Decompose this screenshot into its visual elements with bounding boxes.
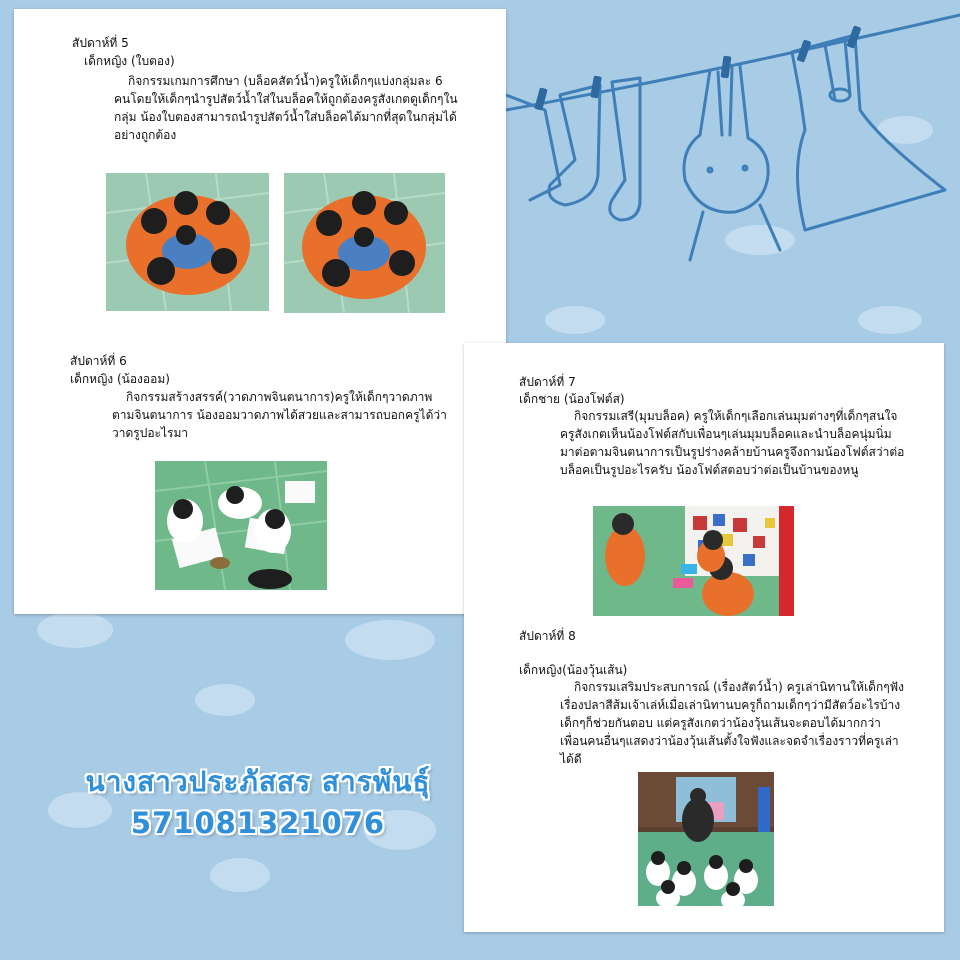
week-5-photo-right: [284, 173, 445, 313]
week-7-description: กิจกรรมเสรี(มุมบล็อค) ครูให้เด็กๆเลือกเล่นมุมต่างๆที่เด็กๆสนใจ ครูสังเกตเห็นน้องโฟต์สกับเพื่อนๆเล่นมุมบล็อคและนำบล็อคนุ่มนิ่มมาต่อตามจินตนาการเป็นรูปร่างคล้ายบ้านครูจึงถามน้องโฟต์สว่าต่อบล็อคเป็นรูปอะไรครับ น้องโฟต์สตอบว่าต่อเป็นบ้านของหนู: [560, 409, 905, 477]
week-7-child-name: เด็กชาย (น้องโฟต์ส): [519, 392, 625, 406]
week-5-description: กิจกรรมเกมการศึกษา (บล็อคสัตว์น้ำ)ครูให้เด็กๆแบ่งกลุ่มละ 6 คนโดยให้เด็กๆนำรูปสัตว์น้ำใส่ในบล็อคให้ถูกต้องครูสังเกตดูเด็กๆในกลุ่ม น้องใบตองสามารถนำรูปสัตว์น้ำใส่บล็อคได้มากที่สุดในกลุ่มได้อย่างถูกต้อง: [114, 74, 458, 142]
week-8-child-name: เด็กหญิง(น้องวุ้นเส้น): [519, 663, 628, 677]
week-5-photo-left: [106, 173, 269, 311]
week-6-photo: [155, 461, 327, 590]
week-6-heading: สัปดาห์ที่ 6: [70, 354, 127, 368]
week-5-child-name: เด็กหญิง (ใบตอง): [84, 54, 175, 68]
week-6-description: กิจกรรมสร้างสรรค์(วาดภาพจินตนาการ)ครูให้เด็กๆวาดภาพตามจินตนาการ น้องออมวาดภาพได้สวยและสามารถบอกครูได้ว่าวาดรูปอะไรมา: [112, 390, 447, 440]
week-8-heading: สัปดาห์ที่ 8: [519, 629, 576, 643]
week-7-photo: [593, 506, 794, 616]
week-6-child-name: เด็กหญิง (น้องออม): [70, 372, 170, 386]
student-name: นางสาวประภัสสร สารพันธุ์: [85, 765, 431, 798]
week-8-description: กิจกรรมเสริมประสบการณ์ (เรื่องสัตว์น้ำ) ครูเล่านิทานให้เด็กๆฟังเรื่องปลาสีส้มเจ้าเล่ห์เมื่อเล่านิทานบครูก็ถามเด็กๆว่ามีสัตว์อะไรบ้างเด็กๆก็ช่วยกันตอบ แต่ครูสังเกตว่าน้องวุ้นเส้นจะตอบได้มากกว่าเพื่อนคนอื่นๆแสดงว่าน้องวุ้นเส้นตั้งใจฟังและจดจำเรื่องราวที่ครูเล่าได้ดี: [560, 680, 905, 766]
week-7-heading: สัปดาห์ที่ 7: [519, 375, 576, 389]
week-5-heading: สัปดาห์ที่ 5: [72, 36, 129, 50]
student-id: 571081321076: [130, 806, 386, 840]
week-8-photo: [638, 772, 774, 906]
